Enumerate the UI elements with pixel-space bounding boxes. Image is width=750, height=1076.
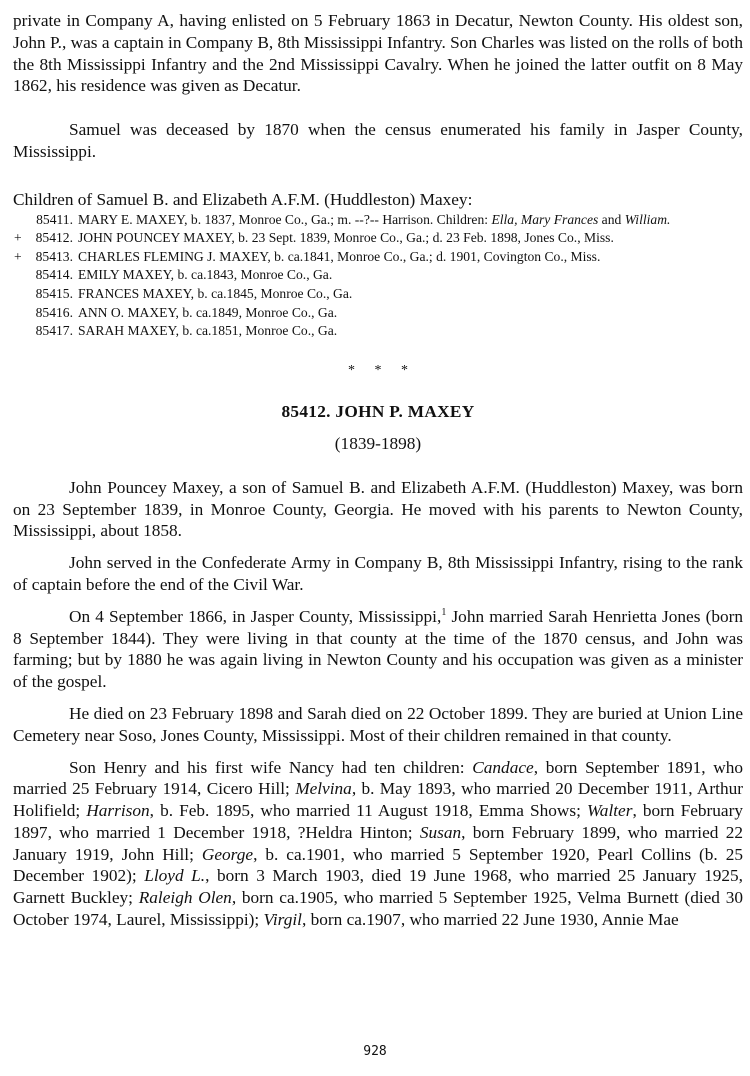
- paragraph-text: John married Sarah Henrietta Jones (born 8 September 1844). They were living in that county at the time of the 1870 census, and John was farming; but by 1880 he was again living in Newton County and his occupation was given as a minister of the gospel.: [13, 606, 743, 692]
- child-number: 85412.: [35, 230, 73, 246]
- child-number: 85416.: [35, 304, 73, 320]
- child-entry: CHARLES FLEMING J. MAXEY, b. ca.1841, Monroe Co., Ga.; d. 1901, Covington Co., Miss.: [78, 248, 601, 264]
- child-number: 85415.: [35, 285, 73, 301]
- paragraph-text: , born ca.1907, who married 22 June 1930, Annie Mae: [301, 910, 679, 930]
- children-list: [13, 211, 743, 341]
- body-paragraph-4: He died on 23 February 1898 and Sarah died on 22 October 1899. They are buried at Union Line Cemetery near Soso, Jones County, Mississippi. Most of their children remained in that county.: [13, 703, 743, 745]
- section-years: (1839-1898): [334, 433, 422, 453]
- child-entry-conjunction: and: [598, 211, 625, 227]
- paragraph-text: , b. ca.1901, who married 5 September 1920, Pearl Collins (b. 25 December 1902);: [13, 844, 743, 886]
- child-entry: FRANCES MAXEY, b. ca.1845, Monroe Co., Ga.: [78, 285, 353, 301]
- child-number: 85413.: [35, 248, 73, 264]
- child-name: Candace: [472, 757, 534, 777]
- paragraph-text: , b. May 1893, who married 20 December 1911, Arthur Holifield;: [13, 779, 744, 821]
- list-item: [13, 248, 743, 267]
- child-number: 85417.: [35, 323, 73, 339]
- document-page: [13, 10, 743, 931]
- child-number: 85411.: [36, 211, 73, 227]
- page-number: 928: [363, 1044, 387, 1059]
- list-item: [13, 285, 743, 304]
- child-name: Lloyd L.: [144, 866, 206, 886]
- body-paragraph-3: [13, 606, 743, 693]
- body-paragraph-5: [13, 757, 743, 931]
- children-list-heading: Children of Samuel B. and Elizabeth A.F.M. (Huddleston) Maxey:: [13, 189, 473, 209]
- child-names: William.: [624, 211, 671, 227]
- paragraph-text: Son Henry and his first wife Nancy had ten children:: [69, 757, 473, 777]
- has-descendants-marker: +: [14, 230, 22, 246]
- paragraph-text: , born February 1899, who married 22 January 1919, John Hill;: [13, 822, 743, 864]
- child-entry: JOHN POUNCEY MAXEY, b. 23 Sept. 1839, Monroe Co., Ga.; d. 23 Feb. 1898, Jones Co., Miss.: [78, 230, 614, 246]
- child-entry: ANN O. MAXEY, b. ca.1849, Monroe Co., Ga.: [78, 304, 338, 320]
- paragraph-text: , born September 1891, who married 25 February 1914, Cicero Hill;: [13, 757, 743, 799]
- child-name: Susan: [419, 822, 462, 842]
- paragraph-text: , born February 1897, who married 1 December 1918, ?Heldra Hinton;: [13, 801, 743, 842]
- child-name: Raleigh Olen: [138, 888, 232, 908]
- paragraph-text: On 4 September 1866, in Jasper County, Mississippi,: [69, 606, 442, 626]
- child-entry: SARAH MAXEY, b. ca.1851, Monroe Co., Ga.: [78, 323, 338, 339]
- has-descendants-marker: +: [14, 248, 22, 264]
- paragraph-text: , born ca.1905, who married 5 September 1925, Velma Burnett (died 30 October 1974, Laurel, Mississippi);: [13, 888, 743, 930]
- child-name: Walter: [587, 801, 633, 821]
- child-entry-text: MARY E. MAXEY, b. 1837, Monroe Co., Ga.; m. --?-- Harrison. Children:: [78, 211, 492, 227]
- list-item: [13, 229, 743, 248]
- list-item: [13, 304, 743, 323]
- paragraph-text: , b. Feb. 1895, who married 11 August 1918, Emma Shows;: [149, 801, 587, 821]
- section-title: 85412. JOHN P. MAXEY: [281, 401, 475, 421]
- list-item: [13, 322, 743, 341]
- intro-paragraph-1: private in Company A, having enlisted on 5 February 1863 in Decatur, Newton County. His oldest son, John P., was a captain in Company B, 8th Mississippi Infantry. Son Charles was listed on the rolls of both the 8th Mississippi Infantry and the 2nd Mississippi Cavalry. When he joined the latter outfit on 8 May 1862, his residence was given as Decatur.: [13, 11, 743, 96]
- child-name: Virgil: [263, 910, 302, 930]
- body-paragraph-1: John Pouncey Maxey, a son of Samuel B. and Elizabeth A.F.M. (Huddleston) Maxey, was born on 23 September 1839, in Monroe County, Georgia. He moved with his parents to Newton County, Mississippi, about 1858.: [13, 477, 743, 541]
- footnote-reference: 1: [441, 606, 447, 618]
- child-name: George: [201, 844, 254, 864]
- child-entry: [78, 211, 743, 230]
- paragraph-text: , born 3 March 1903, died 19 June 1968, who married 25 January 1925, Garnett Buckley;: [13, 866, 744, 908]
- intro-paragraph-2: Samuel was deceased by 1870 when the census enumerated his family in Jasper County, Mississippi.: [13, 120, 743, 161]
- child-name: Melvina: [295, 779, 352, 799]
- section-separator: * * *: [348, 362, 416, 378]
- body-paragraph-2: John served in the Confederate Army in Company B, 8th Mississippi Infantry, rising to the rank of captain before the end of the Civil War.: [13, 553, 743, 594]
- child-name: Harrison: [86, 801, 150, 821]
- list-item: [13, 266, 743, 285]
- child-number: 85414.: [35, 267, 73, 283]
- child-entry: EMILY MAXEY, b. ca.1843, Monroe Co., Ga.: [78, 267, 333, 283]
- child-names: Ella, Mary Frances: [491, 211, 599, 227]
- list-item: [13, 211, 743, 230]
